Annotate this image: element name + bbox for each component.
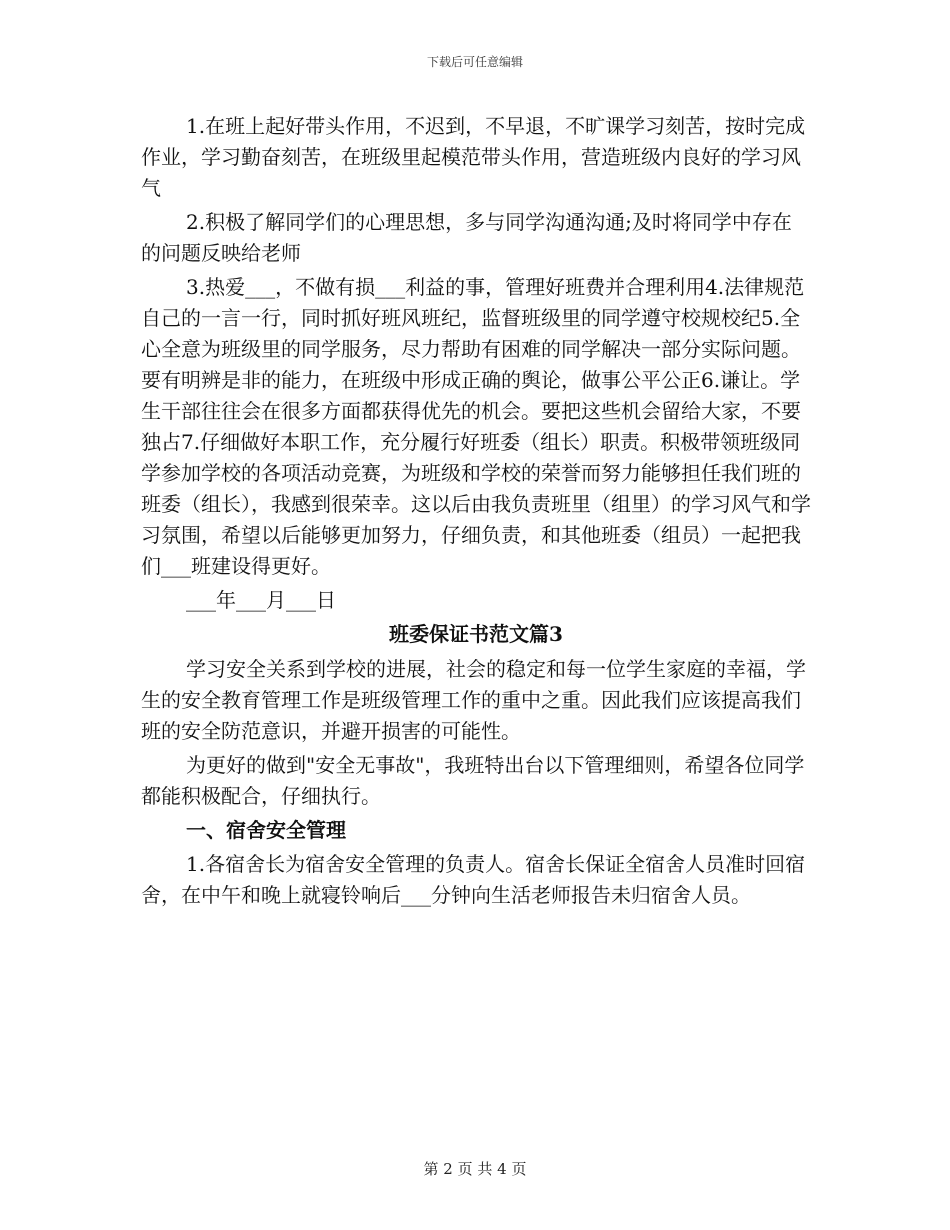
- page-footer: 第 2 页 共 4 页: [423, 1160, 527, 1178]
- section-title: 班委保证书范文篇3: [389, 622, 563, 646]
- paragraph-5: 为更好的做到"安全无事故"，我班特出台以下管理细则，希望各位同学都能积极配合，仔细执行。: [141, 753, 805, 808]
- date-line: ___年___月___日: [186, 588, 336, 612]
- paragraph-3: 3.热爱___，不做有损___利益的事，管理好班费并合理利用4.法律规范自己的一言一行，同时抓好班风班纪，监督班级里的同学遵守校规校纪5.全心全意为班级里的同学服务，尽力帮助有困难的同学解决一部分实际问题。要有明辨是非的能力，在班级中形成正确的舆论，做事公平公正6.谦让。学生干部往往会在很多方面都获得优先的机会。要把这些机会留给大家，不要独占7.仔细做好本职工作，充分履行好班委（组长）职责。积极带领班级同学参加学校的各项活动竞赛，为班级和学校的荣誉而努力能够担任我们班的班委（组长），我感到很荣幸。这以后由我负责班里（组里）的学习风气和学习氛围，希望以后能够更加努力，仔细负责，和其他班委（组员）一起把我们___班建设得更好。: [141, 275, 811, 578]
- paragraph-2: 2.积极了解同学们的心理思想，多与同学沟通沟通;及时将同学中存在的问题反映给老师: [141, 210, 792, 265]
- page-header: 下载后可任意编辑: [426, 55, 523, 69]
- paragraph-1: 1.在班上起好带头作用，不迟到，不早退，不旷课学习刻苦，按时完成作业，学习勤奋刻苦，在班级里起模范带头作用，营造班级内良好的学习风气: [141, 114, 806, 200]
- paragraph-4: 学习安全关系到学校的进展，社会的稳定和每一位学生家庭的幸福，学生的安全教育管理工作是班级管理工作的重中之重。因此我们应该提高我们班的安全防范意识，并避开损害的可能性。: [141, 657, 806, 743]
- document-body: [141, 111, 811, 914]
- paragraph-6: 1.各宿舍长为宿舍安全管理的负责人。宿舍长保证全宿舍人员准时回宿舍，在中午和晚上就寝铃响后___分钟向生活老师报告未归宿舍人员。: [141, 852, 806, 907]
- subheading-dormitory-safety: 一、宿舍安全管理: [186, 818, 346, 842]
